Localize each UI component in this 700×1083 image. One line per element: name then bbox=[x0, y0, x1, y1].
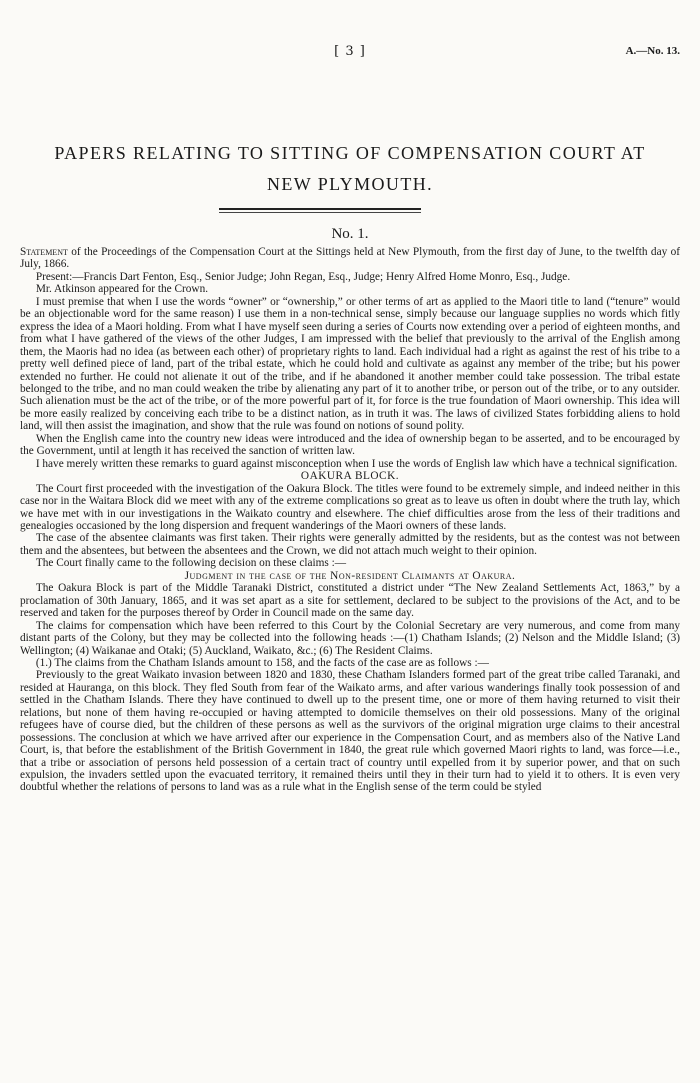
absentee-paragraph: The case of the absentee claimants was first taken. Their rights were generally admitted by the residents, but as the contest was not between them and the absentees, but between the absentees and the Crown, we did not attach much weight to their opinion. bbox=[20, 532, 680, 557]
remarks-paragraph: I have merely written these remarks to guard against misconception when I use the words of English law which have a technical signification. bbox=[35, 457, 678, 470]
document-body bbox=[20, 246, 680, 794]
crown-paragraph: Mr. Atkinson appeared for the Crown. bbox=[35, 283, 209, 296]
title-rule-thick bbox=[219, 208, 421, 210]
present-paragraph: Present:—Francis Dart Fenton, Esq., Senior Judge; John Regan, Esq., Judge; Henry Alfred Home Monro, Esq., Judge. bbox=[35, 270, 571, 283]
judgment-heading: Judgment in the case of the Non-resident Claimants at Oakura. bbox=[184, 569, 516, 582]
chatham-paragraph: (1.) The claims from the Chatham Islands amount to 158, and the facts of the case are as follows :— bbox=[35, 656, 489, 669]
statement-text: of the Proceedings of the Compensation Court at the Sittings held at New Plymouth, from the first day of June, to the twelfth day of July, 1866. bbox=[20, 246, 680, 271]
block-paragraph: The Oakura Block is part of the Middle Taranaki District, constituted a district under “The New Zealand Settlements Act, 1863,” by a proclamation of 30th January, 1865, and it was set apart as a site for settlement, declared to be subject to the provisions of the Act, and to be reserved and taken for the purposes thereof by Order in Council made on the same day. bbox=[20, 582, 680, 620]
section-number: No. 1. bbox=[331, 226, 369, 242]
statement-paragraph bbox=[20, 246, 680, 271]
title-line-1: PAPERS RELATING TO SITTING OF COMPENSATION COURT AT bbox=[54, 143, 646, 163]
oakura-heading: OAKURA BLOCK. bbox=[300, 470, 400, 483]
title-line-2: NEW PLYMOUTH. bbox=[266, 174, 434, 194]
title-rule-thin bbox=[219, 212, 421, 213]
claims-paragraph: The claims for compensation which have been referred to this Court by the Colonial Secretary are very numerous, and come from many distant parts of the Colony, but they may be collected into the following heads :—(1) Chatham Islands; (2) Nelson and the Middle Island; (3) Wellington; (4) Waikanae and Otaki; (5) Auckland, Waikato, &c.; (6) The Resident Claims. bbox=[20, 619, 680, 657]
english-paragraph: When the English came into the country new ideas were introduced and the idea of ownership began to be asserted, and to be encouraged by the Government, until at length it has received the sanction of written law. bbox=[20, 432, 680, 458]
document-title bbox=[20, 138, 680, 200]
page-number: [ 3 ] bbox=[334, 44, 366, 59]
statement-lead: Statement bbox=[20, 246, 68, 258]
waikato-paragraph: Previously to the great Waikato invasion between 1820 and 1830, these Chatham Islanders formed part of the great tribe called Taranaki, and resided at Hauranga, on this block. They fled South from fear of the Waikato arms, and after various wanderings finally took possession of and settled in the Chatham Islands. There they have continued to dwell up to the present time, one or more of them having returned to visit their relations, but none of them having re-occupied or having attempted to domicile themselves on their old possessions. Many of the original refugees have of course died, but the children of these persons as well as the survivors of the original migration urge claims to their ancestral possessions. The conclusion at which we have arrived after our experience in the Compensation Court, and as members also of the Native Land Court, is, that before the establishment of the British Government in 1840, the great rule which governed Maori rights to land, was force—i.e., that a tribe or association of persons held possession of a certain tract of country until expelled from it by superior power, and that on such expulsion, the invaders settled upon the evacuated territory, it remained theirs until they in their turn had to yield it to others. It is even very doubtful whether the relations of persons to land was as a rule what in the English sense of the term could be styled bbox=[20, 669, 680, 794]
document-reference: A.—No. 13. bbox=[625, 45, 680, 57]
investigation-paragraph: The Court first proceeded with the investigation of the Oakura Block. The titles were found to be extremely simple, and indeed neither in this case nor in the Waitara Block did we meet with any of the extreme complications so great as to leave us often in doubt where the truth lay, which we have met with in our investigations in the Waikato country and elsewhere. The chief difficulties arose from the less of their traditions and genealogies occasioned by the long dispersion and frequent wanderings of the Maori owners of these lands. bbox=[20, 482, 680, 532]
premise-paragraph: I must premise that when I use the words “owner” or “ownership,” or other terms of art as applied to the Maori title to land (“tenure” would be an objectionable word for the same reason) I use them in a non-technical sense, simply because our language supplies no words which fitly express the idea of a Maori holding. From what I have myself seen during a series of Courts now extending over a period of eighteen months, and from what I have gathered of the views of the other Judges, I am impressed with the belief that previously to the arrival of the English among them, the Maoris had no idea (as between each other) of proprietary rights to land. Each individual had a right as against the rest of his tribe to a pretty well defined piece of land, part of the tribal estate, which he could hold and cultivate as against any member of the tribe; but his power extended no further. He could not alienate it out of the tribe, and if he abandoned it another member could take possession. The tribal estate belonged to the tribe, and no man could weaken the tribe by alienating any part of it to another tribe, or person out of the tribe, or to any outsider. Such alienation must be the act of the tribe, or of the more powerful part of it, for force is the true foundation of Maori ownership. This idea will be more easily realized by conceiving each tribe to be a distinct nation, as in truth it was. The laws of civilized States forbidding aliens to hold land, will then assist the imagination, and show that the rule was found on notions of sound polity. bbox=[20, 295, 680, 433]
decision-paragraph: The Court finally came to the following decision on these claims :— bbox=[35, 557, 347, 570]
